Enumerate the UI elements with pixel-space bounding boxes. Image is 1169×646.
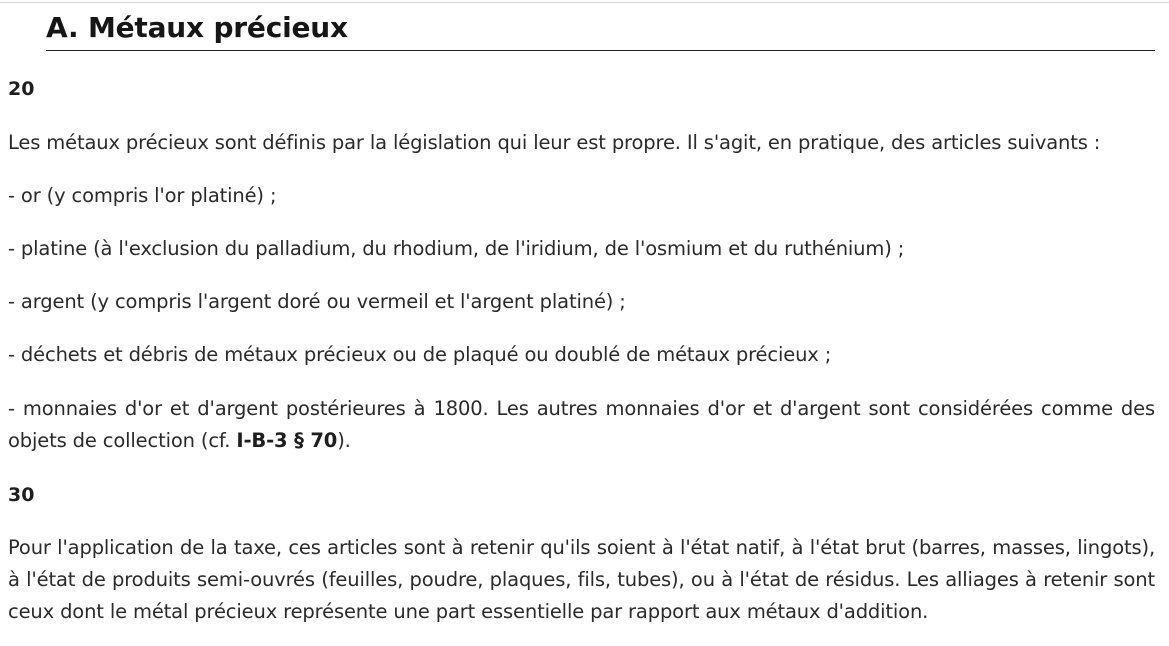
paragraph-30-text: Pour l'application de la taxe, ces articles sont à retenir qu'ils soient à l'état natif, à l'état brut (barres, masses, lingots), à l'état de produits semi-ouvrés (feuilles, poudre, plaques, fils, tubes), ou à l'état de résidus. Les alliages à retenir sont ceux dont le métal précieux représente une part essentielle par rapport aux métaux d'addition. [8,536,1155,623]
paragraph-number-20: 20 [8,78,35,100]
reference-link[interactable]: I-B-3 § 70 [236,429,338,452]
list-item-argent: - argent (y compris l'argent doré ou vermeil et l'argent platiné) ; [8,290,626,313]
paragraph-20-intro: Les métaux précieux sont définis par la législation qui leur est propre. Il s'agit, en pratique, des articles suivants : [8,131,1101,154]
list-item-or: - or (y compris l'or platiné) ; [8,184,277,207]
list-item-monnaies-end: ). [337,429,351,452]
list-item-monnaies [8,393,1155,457]
list-item-monnaies-text: - monnaies d'or et d'argent postérieures à 1800. Les autres monnaies d'or et d'argent sont considérées comme des objets de collection (cf. [8,397,1155,452]
section-title: A. Métaux précieux [46,8,1155,51]
list-item-dechets: - déchets et débris de métaux précieux ou de plaqué ou doublé de métaux précieux ; [8,343,832,366]
paragraph-number-30: 30 [8,484,35,506]
list-item-platine: - platine (à l'exclusion du palladium, du rhodium, de l'iridium, de l'osmium et du ruthénium) ; [8,237,905,260]
top-divider [0,2,1169,3]
